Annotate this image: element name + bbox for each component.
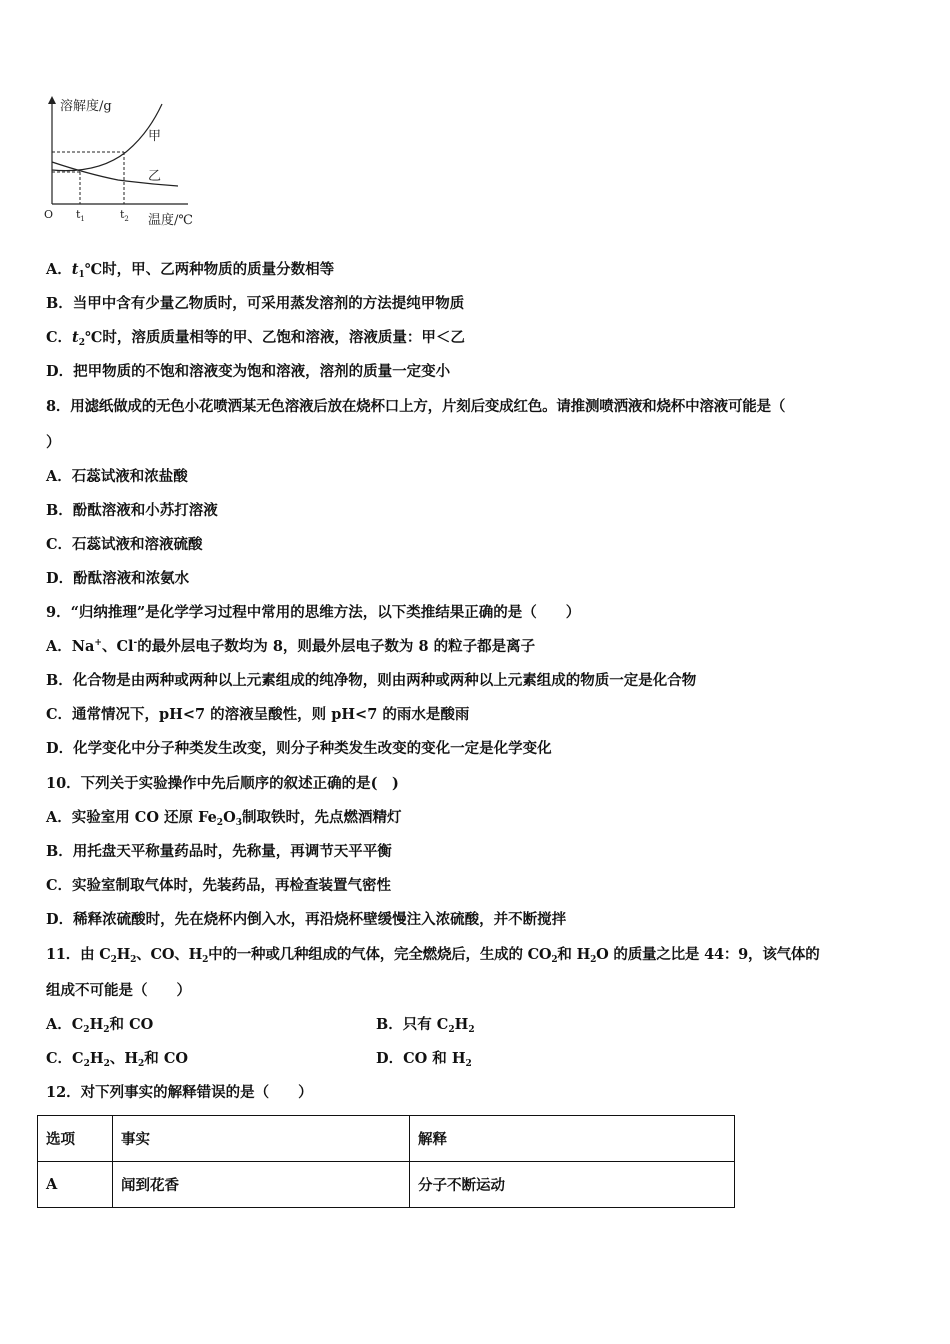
q9-option-c: C．通常情况下，pH<7 的溶液呈酸性，则 pH<7 的雨水是酸雨 (46, 706, 470, 723)
q10-stem: 10．下列关于实验操作中先后顺序的叙述正确的是( ) (46, 775, 399, 792)
q8-option-b: B．酚酞溶液和小苏打溶液 (46, 502, 218, 519)
q11-option-a: A．$C_2H_2$和 CO (46, 1016, 154, 1035)
q11-stem-line2: 组成不可能是（ ） (46, 982, 191, 999)
table-header-cell: 事实 (113, 1116, 410, 1162)
table-header-cell: 解释 (410, 1116, 735, 1162)
table-header-row (38, 1116, 735, 1162)
q7-option-d: D．把甲物质的不饱和溶液变为饱和溶液，溶剂的质量一定变小 (46, 363, 451, 380)
origin-label: O (44, 208, 54, 221)
t2-label: $t_2$ (120, 208, 129, 223)
q7-option-b: B．当甲中含有少量乙物质时，可采用蒸发溶剂的方法提纯甲物质 (46, 295, 465, 312)
q9-stem: 9．“归纳推理”是化学学习过程中常用的思维方法，以下类推结果正确的是（ ） (46, 604, 581, 621)
table-header-cell: 选项 (38, 1116, 113, 1162)
q10-option-a: A．实验室用 CO 还原 $Fe_2O_3$制取铁时，先点燃酒精灯 (46, 809, 402, 828)
y-axis-label: 溶解度/g (60, 99, 112, 114)
q8-stem: 8．用滤纸做成的无色小花喷洒某无色溶液后放在烧杯口上方，片刻后变成红色。请推测喷洒液和烧杯中溶液可能是（ (46, 398, 786, 415)
q10-option-b: B．用托盘天平称量药品时，先称量，再调节天平平衡 (46, 843, 392, 860)
q12-table (37, 1115, 735, 1208)
q8-option-c: C．石蕊试液和溶液硫酸 (46, 536, 203, 553)
q11-stem: 11．由 $C_2H_2$、CO、$H_2$中的一种或几种组成的气体，完全燃烧后，生成的 $CO_2$和 $H_2O$ 的质量之比是 44：9，该气体的 (46, 946, 820, 965)
x-axis-label: 温度/℃ (148, 213, 193, 228)
table-cell: 分子不断运动 (410, 1162, 735, 1208)
q7-option-c: C．$t_2℃$时，溶质质量相等的甲、乙饱和溶液，溶液质量：甲＜乙 (46, 329, 465, 348)
solubility-graph (38, 94, 208, 230)
table-row (38, 1162, 735, 1208)
q11-option-b: B．只有 $C_2H_2$ (376, 1016, 475, 1035)
t1-label: $t_1$ (76, 208, 85, 223)
q10-option-d: D．稀释浓硫酸时，先在烧杯内倒入水，再沿烧杯壁缓慢注入浓硫酸，并不断搅拌 (46, 911, 567, 928)
curve-jia-label: 甲 (148, 129, 162, 144)
q10-option-c: C．实验室制取气体时，先装药品，再检查装置气密性 (46, 877, 392, 894)
q12-stem: 12．对下列事实的解释错误的是（ ） (46, 1084, 313, 1101)
curve-yi-label: 乙 (148, 169, 162, 184)
q9-option-b: B．化合物是由两种或两种以上元素组成的纯净物，则由两种或两种以上元素组成的物质一定是化合物 (46, 672, 697, 689)
q8-stem-end: ） (46, 434, 61, 451)
table-cell: A (38, 1162, 113, 1208)
q8-option-a: A．石蕊试液和浓盐酸 (46, 468, 188, 485)
y-axis-arrow (48, 96, 56, 104)
q9-option-a: A．Na+、Cl-的最外层电子数均为 8，则最外层电子数为 8 的粒子都是离子 (46, 638, 536, 655)
table-cell: 闻到花香 (113, 1162, 410, 1208)
q9-option-d: D．化学变化中分子种类发生改变，则分子种类发生改变的变化一定是化学变化 (46, 740, 552, 757)
q7-option-a: A．$t_1℃$时，甲、乙两种物质的质量分数相等 (46, 261, 335, 280)
q11-option-c: C．$C_2H_2$、$H_2$和 CO (46, 1050, 189, 1069)
q8-option-d: D．酚酞溶液和浓氨水 (46, 570, 190, 587)
q11-option-d: D．CO 和 $H_2$ (376, 1050, 472, 1069)
